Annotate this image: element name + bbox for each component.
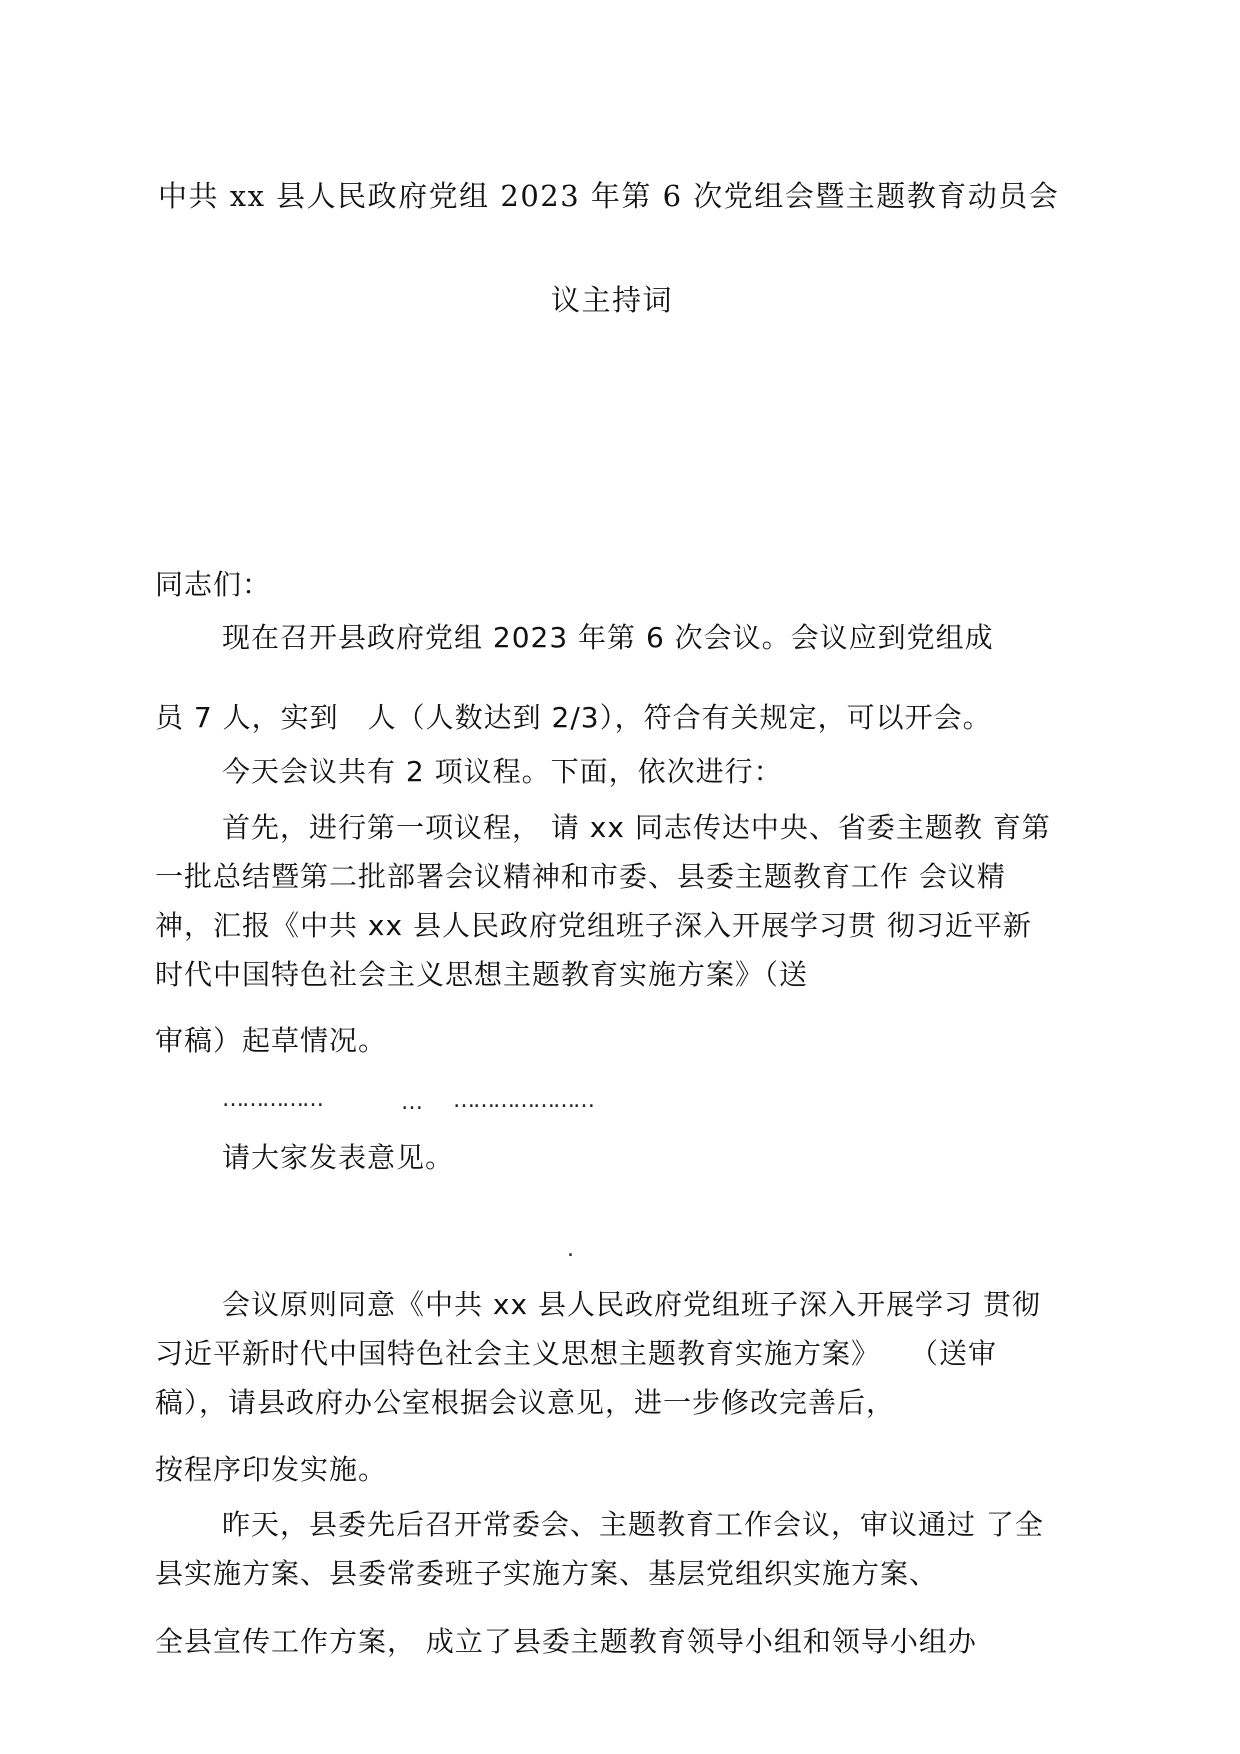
paragraph-4: 请大家发表意见。 xyxy=(222,1141,455,1174)
paragraph-3-line-5: 审稿）起草情况。 xyxy=(155,1024,388,1057)
title-line-2: 议主持词 xyxy=(551,283,674,317)
paragraph-3-line-1: 首先，进行第一项议程， 请 xx 同志传达中央、省委主题教 育第 xyxy=(222,811,1051,844)
paragraph-3-line-3: 神，汇报《中共 xx 县人民政府党组班子深入开展学习贯 彻习近平新 xyxy=(155,909,1032,942)
paragraph-1-line-1: 现在召开县政府党组 2023 年第 6 次会议。会议应到党组成 xyxy=(222,621,994,654)
paragraph-6-line-2: 县实施方案、县委常委班子实施方案、基层党组织实施方案、 xyxy=(155,1557,939,1590)
paragraph-2: 今天会议共有 2 项议程。下面，依次进行： xyxy=(222,755,783,788)
paragraph-6-line-3: 全县宣传工作方案， 成立了县委主题教育领导小组和领导小组办 xyxy=(155,1625,977,1658)
paragraph-3-line-4: 时代中国特色社会主义思想主题教育实施方案》（送 xyxy=(155,958,809,991)
paragraph-5-line-4: 按程序印发实施。 xyxy=(155,1453,388,1486)
paragraph-6-line-1: 昨天，县委先后召开常委会、主题教育工作会议，审议通过 了全 xyxy=(222,1508,1044,1541)
stray-dot: . xyxy=(567,1237,574,1262)
title-line-1: 中共 xx 县人民政府党组 2023 年第 6 次党组会暨主题教育动员会 xyxy=(158,179,1060,213)
ellipsis-mark-1: …………… xyxy=(222,1087,322,1112)
paragraph-1-line-2: 员 7 人，实到 人（人数达到 2/3），符合有关规定，可以开会。 xyxy=(155,701,992,734)
paragraph-5-line-2: 习近平新时代中国特色社会主义思想主题教育实施方案》 （送审 xyxy=(155,1337,998,1370)
ellipsis-mark-3: ………………… xyxy=(453,1088,593,1113)
salutation: 同志们： xyxy=(155,568,272,601)
paragraph-3-line-2: 一批总结暨第二批部署会议精神和市委、县委主题教育工作 会议精 xyxy=(155,860,1006,893)
paragraph-5-line-3: 稿），请县政府办公室根据会议意见，进一步修改完善后， xyxy=(155,1386,896,1419)
ellipsis-mark-2: … xyxy=(401,1090,421,1115)
paragraph-5-line-1: 会议原则同意《中共 xx 县人民政府党组班子深入开展学习 贯彻 xyxy=(222,1288,1041,1321)
